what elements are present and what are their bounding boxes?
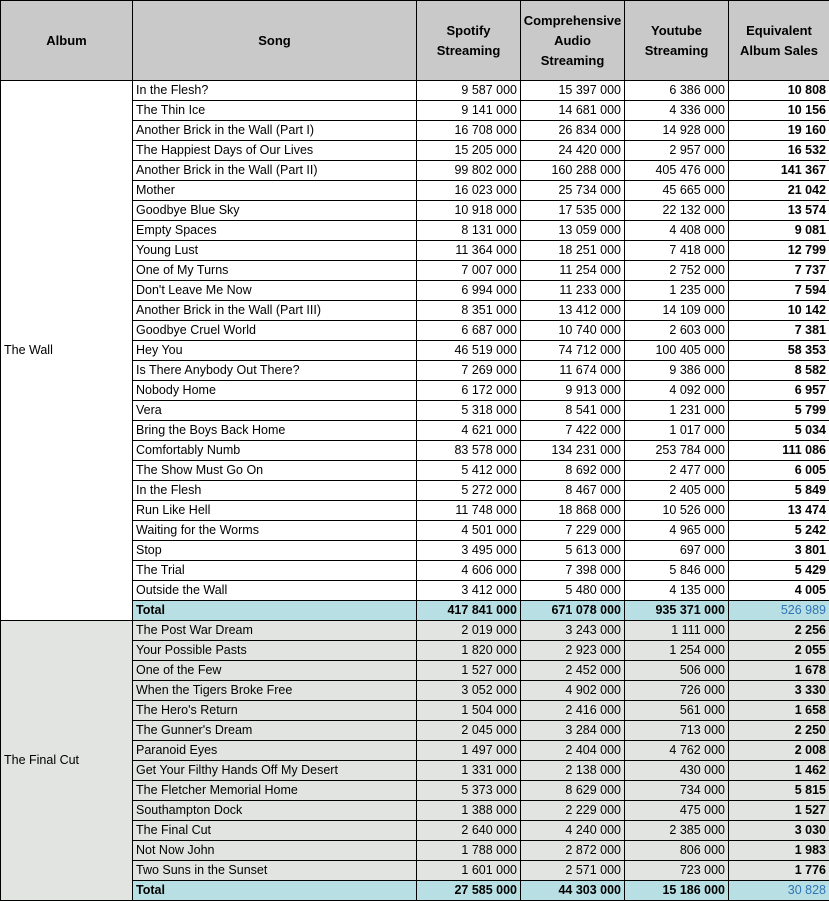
total-label: Total <box>133 881 417 901</box>
song-cell: Hey You <box>133 341 417 361</box>
album-sales-cell: 5 849 <box>729 481 829 501</box>
youtube-cell: 1 254 000 <box>625 641 729 661</box>
song-cell: The Show Must Go On <box>133 461 417 481</box>
comprehensive-audio-cell: 3 284 000 <box>521 721 625 741</box>
comprehensive-audio-cell: 11 674 000 <box>521 361 625 381</box>
album-sales-cell: 1 776 <box>729 861 829 881</box>
album-sales-cell: 5 429 <box>729 561 829 581</box>
youtube-cell: 7 418 000 <box>625 241 729 261</box>
spotify-cell: 99 802 000 <box>417 161 521 181</box>
song-cell: Empty Spaces <box>133 221 417 241</box>
song-cell: Vera <box>133 401 417 421</box>
album-sales-cell: 10 156 <box>729 101 829 121</box>
comprehensive-audio-cell: 7 229 000 <box>521 521 625 541</box>
youtube-cell: 2 477 000 <box>625 461 729 481</box>
album-sales-cell: 8 582 <box>729 361 829 381</box>
album-sales-cell: 7 381 <box>729 321 829 341</box>
spotify-cell: 1 820 000 <box>417 641 521 661</box>
spotify-cell: 4 501 000 <box>417 521 521 541</box>
spotify-cell: 1 601 000 <box>417 861 521 881</box>
album-sales-cell: 13 574 <box>729 201 829 221</box>
youtube-cell: 726 000 <box>625 681 729 701</box>
spotify-cell: 5 412 000 <box>417 461 521 481</box>
song-cell: Paranoid Eyes <box>133 741 417 761</box>
youtube-cell: 253 784 000 <box>625 441 729 461</box>
spotify-cell: 10 918 000 <box>417 201 521 221</box>
comprehensive-audio-cell: 4 902 000 <box>521 681 625 701</box>
comprehensive-audio-cell: 18 251 000 <box>521 241 625 261</box>
album-sales-cell: 7 737 <box>729 261 829 281</box>
header-album: Album <box>1 1 133 81</box>
album-sales-cell: 16 532 <box>729 141 829 161</box>
song-cell: One of the Few <box>133 661 417 681</box>
song-cell: Outside the Wall <box>133 581 417 601</box>
comprehensive-audio-cell: 2 923 000 <box>521 641 625 661</box>
song-cell: Get Your Filthy Hands Off My Desert <box>133 761 417 781</box>
album-sales-cell: 5 242 <box>729 521 829 541</box>
youtube-cell: 5 846 000 <box>625 561 729 581</box>
youtube-cell: 1 231 000 <box>625 401 729 421</box>
album-sales-cell: 111 086 <box>729 441 829 461</box>
youtube-cell: 405 476 000 <box>625 161 729 181</box>
youtube-cell: 15 186 000 <box>625 881 729 901</box>
header-comprehensive-audio: Comprehensive Audio Streaming <box>521 1 625 81</box>
youtube-cell: 22 132 000 <box>625 201 729 221</box>
spotify-cell: 1 527 000 <box>417 661 521 681</box>
spotify-cell: 1 788 000 <box>417 841 521 861</box>
album-sales-cell: 10 142 <box>729 301 829 321</box>
spotify-cell: 83 578 000 <box>417 441 521 461</box>
comprehensive-audio-cell: 8 692 000 <box>521 461 625 481</box>
spotify-cell: 1 388 000 <box>417 801 521 821</box>
table-body <box>1 81 829 901</box>
header-equivalent-album-sales: Equivalent Album Sales <box>729 1 829 81</box>
album-sales-cell: 2 055 <box>729 641 829 661</box>
youtube-cell: 1 235 000 <box>625 281 729 301</box>
comprehensive-audio-cell: 8 541 000 <box>521 401 625 421</box>
spotify-cell: 4 621 000 <box>417 421 521 441</box>
spotify-cell: 9 587 000 <box>417 81 521 101</box>
youtube-cell: 4 762 000 <box>625 741 729 761</box>
spotify-cell: 11 748 000 <box>417 501 521 521</box>
comprehensive-audio-cell: 15 397 000 <box>521 81 625 101</box>
youtube-cell: 4 092 000 <box>625 381 729 401</box>
album-sales-cell: 1 983 <box>729 841 829 861</box>
spotify-cell: 6 172 000 <box>417 381 521 401</box>
header-row <box>1 1 829 81</box>
song-cell: Is There Anybody Out There? <box>133 361 417 381</box>
youtube-cell: 430 000 <box>625 761 729 781</box>
comprehensive-audio-cell: 74 712 000 <box>521 341 625 361</box>
youtube-cell: 45 665 000 <box>625 181 729 201</box>
spotify-cell: 16 708 000 <box>417 121 521 141</box>
album-sales-cell: 7 594 <box>729 281 829 301</box>
album-cell: The Final Cut <box>1 621 133 901</box>
youtube-cell: 6 386 000 <box>625 81 729 101</box>
youtube-cell: 561 000 <box>625 701 729 721</box>
youtube-cell: 697 000 <box>625 541 729 561</box>
album-sales-cell: 5 799 <box>729 401 829 421</box>
song-cell: Don't Leave Me Now <box>133 281 417 301</box>
youtube-cell: 935 371 000 <box>625 601 729 621</box>
song-cell: Another Brick in the Wall (Part III) <box>133 301 417 321</box>
youtube-cell: 734 000 <box>625 781 729 801</box>
album-sales-cell: 1 527 <box>729 801 829 821</box>
song-cell: In the Flesh <box>133 481 417 501</box>
album-sales-cell: 1 462 <box>729 761 829 781</box>
song-cell: The Final Cut <box>133 821 417 841</box>
spotify-cell: 3 412 000 <box>417 581 521 601</box>
youtube-cell: 14 109 000 <box>625 301 729 321</box>
spotify-cell: 5 272 000 <box>417 481 521 501</box>
youtube-cell: 713 000 <box>625 721 729 741</box>
spotify-cell: 3 052 000 <box>417 681 521 701</box>
spotify-cell: 8 131 000 <box>417 221 521 241</box>
youtube-cell: 806 000 <box>625 841 729 861</box>
youtube-cell: 9 386 000 <box>625 361 729 381</box>
song-cell: Not Now John <box>133 841 417 861</box>
youtube-cell: 1 017 000 <box>625 421 729 441</box>
comprehensive-audio-cell: 14 681 000 <box>521 101 625 121</box>
youtube-cell: 2 385 000 <box>625 821 729 841</box>
youtube-cell: 4 965 000 <box>625 521 729 541</box>
song-cell: Bring the Boys Back Home <box>133 421 417 441</box>
comprehensive-audio-cell: 4 240 000 <box>521 821 625 841</box>
song-cell: The Fletcher Memorial Home <box>133 781 417 801</box>
youtube-cell: 1 111 000 <box>625 621 729 641</box>
comprehensive-audio-cell: 17 535 000 <box>521 201 625 221</box>
comprehensive-audio-cell: 134 231 000 <box>521 441 625 461</box>
spotify-cell: 15 205 000 <box>417 141 521 161</box>
comprehensive-audio-cell: 7 398 000 <box>521 561 625 581</box>
song-cell: Waiting for the Worms <box>133 521 417 541</box>
comprehensive-audio-cell: 2 416 000 <box>521 701 625 721</box>
comprehensive-audio-cell: 11 233 000 <box>521 281 625 301</box>
spotify-cell: 9 141 000 <box>417 101 521 121</box>
song-cell: The Hero's Return <box>133 701 417 721</box>
song-cell: Your Possible Pasts <box>133 641 417 661</box>
comprehensive-audio-cell: 9 913 000 <box>521 381 625 401</box>
album-sales-cell: 6 957 <box>729 381 829 401</box>
comprehensive-audio-cell: 18 868 000 <box>521 501 625 521</box>
comprehensive-audio-cell: 2 872 000 <box>521 841 625 861</box>
song-cell: Nobody Home <box>133 381 417 401</box>
song-cell: Another Brick in the Wall (Part I) <box>133 121 417 141</box>
song-cell: Mother <box>133 181 417 201</box>
song-cell: Two Suns in the Sunset <box>133 861 417 881</box>
comprehensive-audio-cell: 2 571 000 <box>521 861 625 881</box>
song-cell: The Thin Ice <box>133 101 417 121</box>
youtube-cell: 4 135 000 <box>625 581 729 601</box>
total-label: Total <box>133 601 417 621</box>
spotify-cell: 46 519 000 <box>417 341 521 361</box>
spotify-cell: 3 495 000 <box>417 541 521 561</box>
album-sales-cell: 3 030 <box>729 821 829 841</box>
album-sales-cell: 6 005 <box>729 461 829 481</box>
comprehensive-audio-cell: 8 467 000 <box>521 481 625 501</box>
album-sales-cell: 3 801 <box>729 541 829 561</box>
comprehensive-audio-cell: 24 420 000 <box>521 141 625 161</box>
comprehensive-audio-cell: 44 303 000 <box>521 881 625 901</box>
song-cell: Run Like Hell <box>133 501 417 521</box>
album-sales-cell: 9 081 <box>729 221 829 241</box>
comprehensive-audio-cell: 2 138 000 <box>521 761 625 781</box>
spotify-cell: 11 364 000 <box>417 241 521 261</box>
comprehensive-audio-cell: 2 404 000 <box>521 741 625 761</box>
spotify-cell: 2 019 000 <box>417 621 521 641</box>
youtube-cell: 2 752 000 <box>625 261 729 281</box>
comprehensive-audio-cell: 2 452 000 <box>521 661 625 681</box>
spotify-cell: 1 497 000 <box>417 741 521 761</box>
song-cell: The Happiest Days of Our Lives <box>133 141 417 161</box>
table-row <box>1 81 829 101</box>
spotify-cell: 5 318 000 <box>417 401 521 421</box>
header-youtube: Youtube Streaming <box>625 1 729 81</box>
comprehensive-audio-cell: 26 834 000 <box>521 121 625 141</box>
song-cell: Another Brick in the Wall (Part II) <box>133 161 417 181</box>
song-cell: One of My Turns <box>133 261 417 281</box>
album-cell: The Wall <box>1 81 133 621</box>
song-cell: Goodbye Cruel World <box>133 321 417 341</box>
spotify-cell: 5 373 000 <box>417 781 521 801</box>
album-sales-cell: 5 034 <box>729 421 829 441</box>
comprehensive-audio-cell: 25 734 000 <box>521 181 625 201</box>
header-song: Song <box>133 1 417 81</box>
spotify-cell: 2 045 000 <box>417 721 521 741</box>
album-sales-cell: 5 815 <box>729 781 829 801</box>
spotify-cell: 7 269 000 <box>417 361 521 381</box>
comprehensive-audio-cell: 5 613 000 <box>521 541 625 561</box>
song-cell: The Gunner's Dream <box>133 721 417 741</box>
album-sales-cell: 30 828 <box>729 881 829 901</box>
comprehensive-audio-cell: 3 243 000 <box>521 621 625 641</box>
youtube-cell: 2 957 000 <box>625 141 729 161</box>
spotify-cell: 27 585 000 <box>417 881 521 901</box>
album-sales-cell: 3 330 <box>729 681 829 701</box>
youtube-cell: 506 000 <box>625 661 729 681</box>
table-row <box>1 621 829 641</box>
comprehensive-audio-cell: 160 288 000 <box>521 161 625 181</box>
youtube-cell: 4 408 000 <box>625 221 729 241</box>
spotify-cell: 8 351 000 <box>417 301 521 321</box>
album-sales-cell: 2 250 <box>729 721 829 741</box>
spotify-cell: 2 640 000 <box>417 821 521 841</box>
youtube-cell: 475 000 <box>625 801 729 821</box>
song-cell: The Post War Dream <box>133 621 417 641</box>
spotify-cell: 1 331 000 <box>417 761 521 781</box>
spotify-cell: 6 687 000 <box>417 321 521 341</box>
youtube-cell: 723 000 <box>625 861 729 881</box>
youtube-cell: 14 928 000 <box>625 121 729 141</box>
youtube-cell: 100 405 000 <box>625 341 729 361</box>
album-sales-cell: 58 353 <box>729 341 829 361</box>
song-cell: Stop <box>133 541 417 561</box>
album-sales-cell: 12 799 <box>729 241 829 261</box>
album-sales-cell: 10 808 <box>729 81 829 101</box>
album-sales-cell: 2 256 <box>729 621 829 641</box>
album-sales-cell: 13 474 <box>729 501 829 521</box>
youtube-cell: 4 336 000 <box>625 101 729 121</box>
comprehensive-audio-cell: 671 078 000 <box>521 601 625 621</box>
comprehensive-audio-cell: 2 229 000 <box>521 801 625 821</box>
youtube-cell: 2 603 000 <box>625 321 729 341</box>
comprehensive-audio-cell: 10 740 000 <box>521 321 625 341</box>
album-sales-cell: 526 989 <box>729 601 829 621</box>
header-spotify: Spotify Streaming <box>417 1 521 81</box>
spotify-cell: 417 841 000 <box>417 601 521 621</box>
song-cell: When the Tigers Broke Free <box>133 681 417 701</box>
song-cell: The Trial <box>133 561 417 581</box>
album-sales-cell: 141 367 <box>729 161 829 181</box>
album-sales-cell: 21 042 <box>729 181 829 201</box>
spotify-cell: 1 504 000 <box>417 701 521 721</box>
song-cell: Young Lust <box>133 241 417 261</box>
album-sales-cell: 19 160 <box>729 121 829 141</box>
spotify-cell: 6 994 000 <box>417 281 521 301</box>
album-sales-cell: 1 678 <box>729 661 829 681</box>
comprehensive-audio-cell: 7 422 000 <box>521 421 625 441</box>
album-sales-cell: 4 005 <box>729 581 829 601</box>
song-cell: Southampton Dock <box>133 801 417 821</box>
comprehensive-audio-cell: 8 629 000 <box>521 781 625 801</box>
album-sales-cell: 1 658 <box>729 701 829 721</box>
youtube-cell: 10 526 000 <box>625 501 729 521</box>
spotify-cell: 7 007 000 <box>417 261 521 281</box>
spotify-cell: 16 023 000 <box>417 181 521 201</box>
song-cell: Goodbye Blue Sky <box>133 201 417 221</box>
album-sales-cell: 2 008 <box>729 741 829 761</box>
song-cell: Comfortably Numb <box>133 441 417 461</box>
spotify-cell: 4 606 000 <box>417 561 521 581</box>
comprehensive-audio-cell: 13 059 000 <box>521 221 625 241</box>
comprehensive-audio-cell: 11 254 000 <box>521 261 625 281</box>
youtube-cell: 2 405 000 <box>625 481 729 501</box>
comprehensive-audio-cell: 13 412 000 <box>521 301 625 321</box>
comprehensive-audio-cell: 5 480 000 <box>521 581 625 601</box>
song-cell: In the Flesh? <box>133 81 417 101</box>
